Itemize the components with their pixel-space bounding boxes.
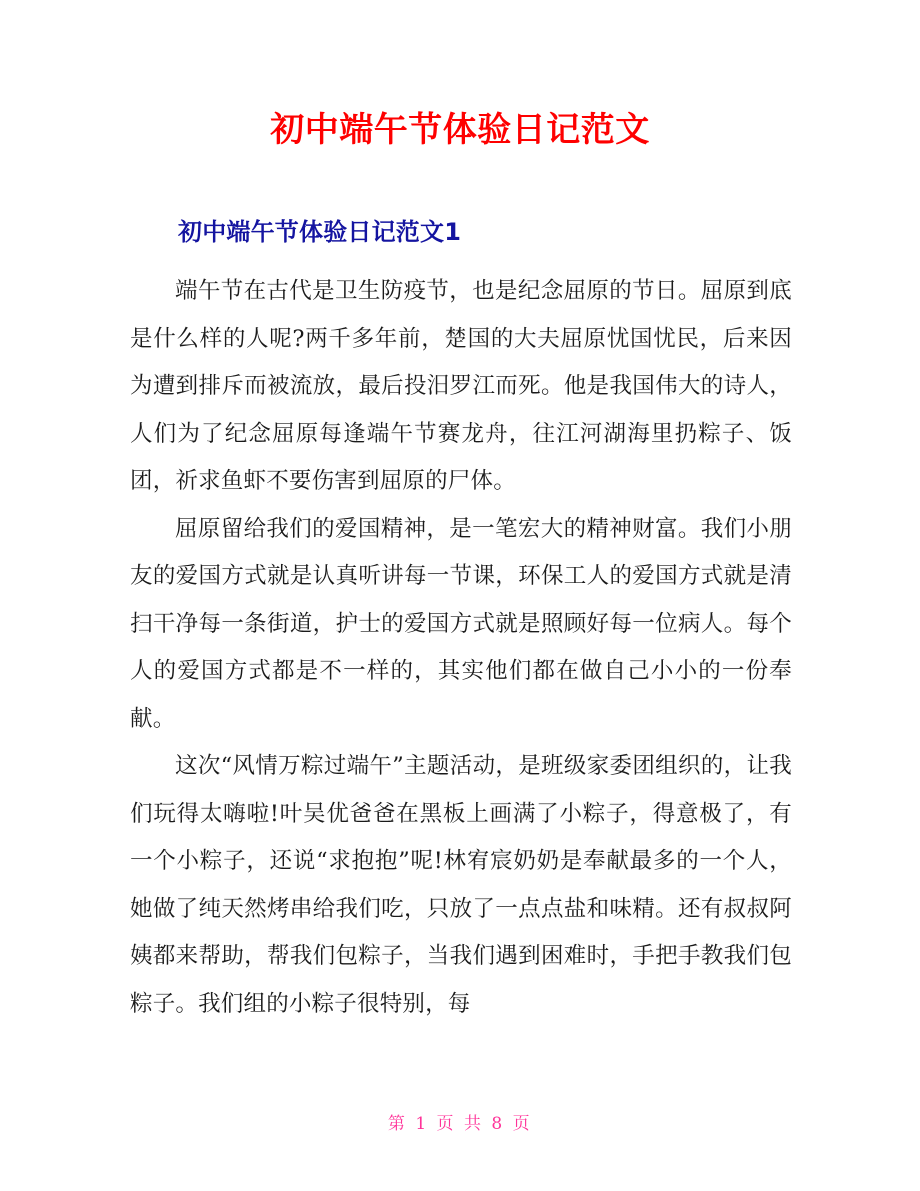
section-heading: 初中端午节体验日记范文1 xyxy=(178,218,462,246)
body-paragraph-1: 端午节在古代是卫生防疫节，也是纪念屈原的节日。屈原到底是什么样的人呢?两千多年前，楚国的大夫屈原忧国忧民，后来因为遭到排斥而被流放，最后投汨罗江而死。他是我国伟大的诗人，人们为了纪念屈原每逢端午节赛龙舟，往江河湖海里扔粽子、饭团，祈求鱼虾不要伤害到屈原的尸体。 xyxy=(130,278,792,494)
document-body xyxy=(130,268,792,1028)
page-number-footer: 第 1 页 共 8 页 xyxy=(387,1114,533,1134)
body-paragraph-3: 这次“风情万粽过端午”主题活动，是班级家委团组织的，让我们玩得太嗨啦!叶吴优爸爸在黑板上画满了小粽子，得意极了，有一个小粽子，还说“求抱抱”呢!林宥宸奶奶是奉献最多的一个人，她做了纯天然烤串给我们吃，只放了一点点盐和味精。还有叔叔阿姨都来帮助，帮我们包粽子，当我们遇到困难时，手把手教我们包粽子。我们组的小粽子很特别，每 xyxy=(130,753,792,1017)
document-title: 初中端午节体验日记范文 xyxy=(270,110,650,150)
body-paragraph-2: 屈原留给我们的爱国精神，是一笔宏大的精神财富。我们小朋友的爱国方式就是认真听讲每一节课，环保工人的爱国方式就是清扫干净每一条街道，护士的爱国方式就是照顾好每一位病人。每个人的爱国方式都是不一样的，其实他们都在做自己小小的一份奉献。 xyxy=(130,515,792,732)
